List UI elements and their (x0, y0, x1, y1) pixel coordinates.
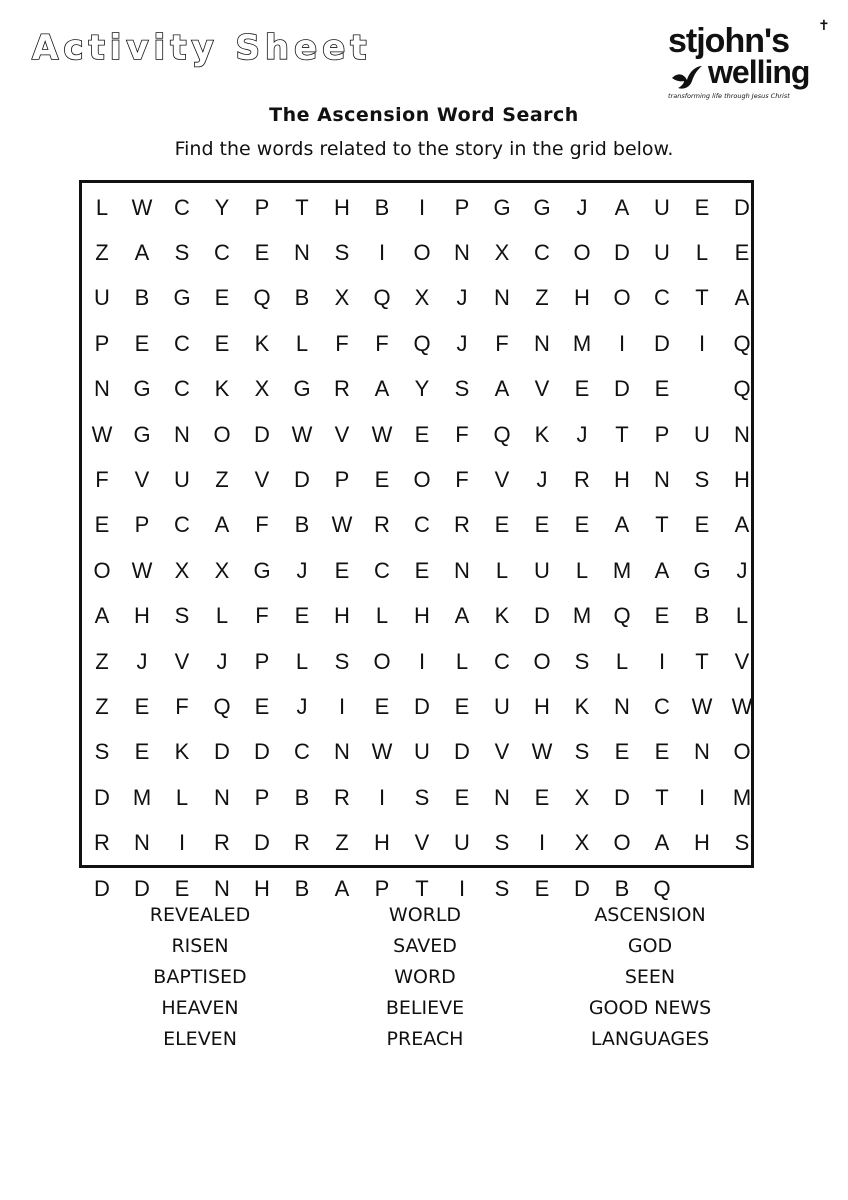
grid-letter: N (654, 467, 670, 493)
grid-letter: I (418, 194, 426, 220)
grid-letter: N (694, 739, 710, 765)
grid-letter: V (254, 467, 270, 493)
grid-letter: V (734, 648, 750, 674)
grid-letter: X (174, 557, 190, 583)
word-item: WORD (394, 966, 456, 988)
grid-letter: M (612, 557, 632, 583)
logo-name: stjohn's (668, 22, 789, 60)
grid-letter: X (254, 376, 270, 402)
grid-letter: Q (493, 421, 511, 447)
grid-letter: M (732, 784, 752, 810)
grid-letter: Z (215, 467, 229, 493)
puzzle-heading: The Ascension Word Search (269, 104, 579, 126)
grid-letter: G (493, 194, 511, 220)
grid-letter: X (334, 285, 350, 311)
grid-letter: I (538, 830, 546, 856)
grid-letter: E (254, 240, 270, 266)
grid-letter: I (618, 330, 626, 356)
grid-letter: C (534, 240, 550, 266)
grid-letter: E (134, 693, 150, 719)
grid-letter: Z (335, 830, 349, 856)
grid-letter: U (414, 739, 430, 765)
grid-letter: X (494, 240, 510, 266)
grid-letter: V (174, 648, 190, 674)
grid-letter: F (255, 603, 269, 629)
grid-letter: N (94, 376, 110, 402)
grid-letter: O (373, 648, 391, 674)
grid-letter: E (454, 784, 470, 810)
church-logo (668, 18, 830, 102)
grid-letter: T (695, 285, 709, 311)
grid-letter: E (534, 875, 550, 901)
grid-letter: E (414, 557, 430, 583)
grid-letter: G (293, 376, 311, 402)
grid-letter: I (698, 784, 706, 810)
puzzle-instruction: Find the words related to the story in the grid below. (174, 138, 674, 160)
grid-letter: D (254, 830, 270, 856)
grid-letter: D (294, 467, 310, 493)
grid-letter: X (574, 830, 590, 856)
grid-letter: B (294, 512, 310, 538)
grid-letter: D (734, 194, 750, 220)
grid-letter: Q (613, 603, 631, 629)
grid-letter: S (494, 875, 510, 901)
grid-letter: V (494, 467, 510, 493)
word-item: LANGUAGES (590, 1028, 710, 1050)
word-column-2 (305, 900, 545, 1055)
grid-letter: U (654, 240, 670, 266)
grid-letter: F (255, 512, 269, 538)
grid-letter: N (214, 784, 230, 810)
grid-letter: O (613, 830, 631, 856)
grid-letter: S (574, 648, 590, 674)
dove-icon (670, 62, 704, 92)
grid-letter: S (334, 648, 350, 674)
grid-letter: G (133, 376, 151, 402)
grid-letter: P (254, 648, 270, 674)
grid-letter: E (694, 512, 710, 538)
grid-letter: Q (653, 875, 671, 901)
grid-letter: B (294, 784, 310, 810)
grid-letter: K (214, 376, 230, 402)
grid-letter: U (174, 467, 190, 493)
grid-letter: K (574, 693, 590, 719)
grid-letter: S (494, 830, 510, 856)
grid-letter: S (574, 739, 590, 765)
grid-letter: Z (535, 285, 549, 311)
grid-letter: U (654, 194, 670, 220)
grid-letter: E (94, 512, 110, 538)
grid-letter: C (654, 285, 670, 311)
grid-letter: H (574, 285, 590, 311)
grid-letter: T (615, 421, 629, 447)
grid-letter: P (254, 784, 270, 810)
grid-letter: U (94, 285, 110, 311)
grid-letter: W (371, 739, 393, 765)
grid-letter: C (294, 739, 310, 765)
grid-letter: Q (413, 330, 431, 356)
grid-letter: L (455, 648, 469, 674)
grid-letter: G (173, 285, 191, 311)
grid-letter: C (494, 648, 510, 674)
grid-letter: D (214, 739, 230, 765)
grid-letter: R (574, 467, 590, 493)
grid-letter: E (694, 194, 710, 220)
grid-letter: W (291, 421, 313, 447)
grid-letter: J (576, 194, 588, 220)
grid-letter: E (454, 693, 470, 719)
grid-letter: C (174, 512, 190, 538)
grid-letter: K (254, 330, 270, 356)
grid-letter: T (655, 512, 669, 538)
grid-letter: R (374, 512, 390, 538)
grid-letter: D (614, 784, 630, 810)
grid-letter: W (691, 693, 713, 719)
grid-letter: F (495, 330, 509, 356)
word-item: ELEVEN (163, 1028, 237, 1050)
grid-letter: L (295, 648, 309, 674)
grid-letter: E (174, 875, 190, 901)
grid-letter: A (134, 240, 150, 266)
grid-letter: D (654, 330, 670, 356)
grid-letter: C (374, 557, 390, 583)
grid-letter: H (334, 603, 350, 629)
grid-letter: W (371, 421, 393, 447)
grid-letter: U (534, 557, 550, 583)
grid-letter: E (654, 603, 670, 629)
grid-letter: O (613, 285, 631, 311)
grid-letter: E (334, 557, 350, 583)
grid-letter: T (655, 784, 669, 810)
grid-letter: O (93, 557, 111, 583)
grid-letter: R (214, 830, 230, 856)
cross-icon: ✝ (818, 18, 830, 34)
grid-letter: I (378, 240, 386, 266)
grid-letter: D (454, 739, 470, 765)
grid-letter: L (215, 603, 229, 629)
grid-letter: M (572, 603, 592, 629)
grid-letter: Q (213, 693, 231, 719)
grid-letter: F (335, 330, 349, 356)
grid-letter: K (534, 421, 550, 447)
grid-letter: S (174, 240, 190, 266)
grid-letter: E (214, 285, 230, 311)
grid-letter: L (695, 240, 709, 266)
grid-letter: H (734, 467, 750, 493)
grid-letter: V (414, 830, 430, 856)
grid-letter: O (213, 421, 231, 447)
word-search-grid (82, 185, 762, 911)
word-item: HEAVEN (161, 997, 239, 1019)
grid-letter: G (133, 421, 151, 447)
grid-letter: A (734, 285, 750, 311)
grid-letter: A (94, 603, 110, 629)
grid-letter: P (374, 875, 390, 901)
grid-letter: Q (373, 285, 391, 311)
grid-letter: N (294, 240, 310, 266)
grid-letter: I (338, 693, 346, 719)
grid-letter: S (694, 467, 710, 493)
grid-letter: J (136, 648, 148, 674)
grid-letter: H (374, 830, 390, 856)
word-item: RISEN (171, 935, 229, 957)
grid-letter: X (574, 784, 590, 810)
grid-letter: S (414, 784, 430, 810)
word-item: WORLD (388, 904, 462, 926)
grid-letter: E (374, 467, 390, 493)
grid-letter: L (295, 330, 309, 356)
grid-letter: E (614, 739, 630, 765)
grid-letter: J (576, 421, 588, 447)
grid-letter: E (534, 512, 550, 538)
grid-letter: B (614, 875, 630, 901)
grid-letter: X (214, 557, 230, 583)
grid-letter: W (531, 739, 553, 765)
grid-letter: E (374, 693, 390, 719)
grid-letter: P (654, 421, 670, 447)
grid-letter: N (214, 875, 230, 901)
grid-letter: S (334, 240, 350, 266)
grid-letter: E (654, 376, 670, 402)
grid-letter: A (494, 376, 510, 402)
grid-letter: D (414, 693, 430, 719)
grid-letter: A (614, 194, 630, 220)
grid-letter: C (654, 693, 670, 719)
grid-letter: L (495, 557, 509, 583)
grid-letter: N (614, 693, 630, 719)
grid-letter: B (294, 285, 310, 311)
grid-letter: J (536, 467, 548, 493)
grid-letter: N (174, 421, 190, 447)
grid-letter: J (456, 330, 468, 356)
grid-letter: C (174, 194, 190, 220)
grid-letter: E (534, 784, 550, 810)
grid-letter: T (695, 648, 709, 674)
grid-letter: S (94, 739, 110, 765)
grid-letter: H (334, 194, 350, 220)
grid-letter: C (414, 512, 430, 538)
grid-letter: V (334, 421, 350, 447)
grid-letter: A (214, 512, 230, 538)
grid-letter: B (694, 603, 710, 629)
grid-letter: B (374, 194, 390, 220)
grid-letter: M (572, 330, 592, 356)
grid-letter: F (455, 421, 469, 447)
grid-letter: C (174, 376, 190, 402)
grid-letter: N (494, 285, 510, 311)
grid-letter: A (334, 875, 350, 901)
grid-letter: L (575, 557, 589, 583)
grid-letter: D (94, 784, 110, 810)
grid-letter: N (454, 557, 470, 583)
grid-letter: W (131, 557, 153, 583)
grid-letter: D (254, 739, 270, 765)
grid-letter: W (91, 421, 113, 447)
grid-letter: I (178, 830, 186, 856)
grid-letter: A (374, 376, 390, 402)
grid-letter: A (654, 557, 670, 583)
grid-letter: L (95, 194, 109, 220)
grid-letter: E (654, 739, 670, 765)
grid-letter (682, 367, 722, 412)
grid-letter: H (694, 830, 710, 856)
grid-letter: E (574, 376, 590, 402)
grid-letter: D (534, 603, 550, 629)
word-item: BAPTISED (153, 966, 247, 988)
grid-letter: C (174, 330, 190, 356)
word-item: GOOD NEWS (588, 997, 712, 1019)
grid-letter: N (734, 421, 750, 447)
grid-letter: V (494, 739, 510, 765)
grid-letter: V (134, 467, 150, 493)
grid-letter: H (254, 875, 270, 901)
word-item: BELIEVE (385, 997, 465, 1019)
grid-letter: N (534, 330, 550, 356)
grid-letter: J (736, 557, 748, 583)
grid-letter: A (734, 512, 750, 538)
grid-letter: L (615, 648, 629, 674)
grid-letter: G (533, 194, 551, 220)
word-item: GOD (627, 935, 673, 957)
grid-letter: L (735, 603, 749, 629)
word-item: PREACH (386, 1028, 464, 1050)
grid-letter: K (174, 739, 190, 765)
grid-letter: Q (733, 376, 751, 402)
grid-letter: P (254, 194, 270, 220)
word-column-1 (80, 900, 320, 1055)
grid-letter: T (415, 875, 429, 901)
grid-letter: N (454, 240, 470, 266)
grid-letter: J (456, 285, 468, 311)
grid-letter: R (294, 830, 310, 856)
grid-letter: P (94, 330, 110, 356)
grid-letter: D (94, 875, 110, 901)
grid-letter: B (134, 285, 150, 311)
grid-letter: H (414, 603, 430, 629)
grid-letter: P (134, 512, 150, 538)
grid-letter: Q (253, 285, 271, 311)
logo-tagline: transforming life through Jesus Christ (668, 92, 790, 100)
word-item: REVEALED (149, 904, 251, 926)
grid-letter: R (334, 376, 350, 402)
grid-letter: W (331, 512, 353, 538)
grid-letter: E (134, 330, 150, 356)
grid-letter: R (454, 512, 470, 538)
grid-letter: G (253, 557, 271, 583)
word-item: ASCENSION (594, 904, 706, 926)
grid-letter: A (654, 830, 670, 856)
grid-letter: I (698, 330, 706, 356)
grid-letter: Z (95, 693, 109, 719)
grid-letter: L (175, 784, 189, 810)
grid-letter: S (454, 376, 470, 402)
grid-letter: D (134, 875, 150, 901)
grid-letter: R (94, 830, 110, 856)
grid-letter: B (294, 875, 310, 901)
grid-letter: Y (214, 194, 230, 220)
grid-letter: Y (414, 376, 430, 402)
grid-letter: O (413, 467, 431, 493)
grid-letter: S (734, 830, 750, 856)
grid-letter: E (254, 693, 270, 719)
word-list (0, 900, 848, 1060)
grid-letter: A (454, 603, 470, 629)
grid-letter: F (175, 693, 189, 719)
grid-letter: E (134, 739, 150, 765)
grid-letter: J (296, 693, 308, 719)
grid-letter: I (458, 875, 466, 901)
grid-letter: R (334, 784, 350, 810)
grid-letter: O (533, 648, 551, 674)
grid-letter: C (214, 240, 230, 266)
grid-letter: E (734, 240, 750, 266)
grid-letter: W (131, 194, 153, 220)
grid-letter: I (658, 648, 666, 674)
grid-letter: P (334, 467, 350, 493)
grid-letter: E (494, 512, 510, 538)
grid-letter: F (375, 330, 389, 356)
grid-letter: N (334, 739, 350, 765)
grid-letter: S (174, 603, 190, 629)
grid-letter: E (294, 603, 310, 629)
grid-letter: F (95, 467, 109, 493)
grid-letter: G (693, 557, 711, 583)
grid-letter: P (454, 194, 470, 220)
grid-letter: U (494, 693, 510, 719)
grid-letter: L (375, 603, 389, 629)
grid-letter: O (733, 739, 751, 765)
grid-letter: X (414, 285, 430, 311)
grid-letter: H (534, 693, 550, 719)
grid-letter: E (214, 330, 230, 356)
grid-letter: T (295, 194, 309, 220)
grid-letter: I (378, 784, 386, 810)
grid-letter: H (614, 467, 630, 493)
grid-letter: A (614, 512, 630, 538)
word-item: SAVED (393, 935, 457, 957)
grid-letter: O (413, 240, 431, 266)
grid-letter: E (414, 421, 430, 447)
grid-letter: J (216, 648, 228, 674)
grid-letter: N (494, 784, 510, 810)
grid-letter: J (296, 557, 308, 583)
grid-letter: U (694, 421, 710, 447)
logo-place: welling (708, 54, 810, 90)
grid-letter: E (574, 512, 590, 538)
grid-letter: H (134, 603, 150, 629)
grid-letter: D (614, 240, 630, 266)
grid-letter: Z (95, 240, 109, 266)
grid-letter: Q (733, 330, 751, 356)
grid-letter: V (534, 376, 550, 402)
grid-letter: Z (95, 648, 109, 674)
grid-letter: N (134, 830, 150, 856)
grid-letter: M (132, 784, 152, 810)
grid-letter: D (614, 376, 630, 402)
grid-letter: U (454, 830, 470, 856)
grid-letter: K (494, 603, 510, 629)
word-item: SEEN (624, 966, 676, 988)
grid-letter: D (574, 875, 590, 901)
grid-letter: O (573, 240, 591, 266)
grid-letter: D (254, 421, 270, 447)
word-column-3 (530, 900, 770, 1055)
activity-sheet-title: Activity Sheet (32, 28, 372, 68)
grid-letter: W (731, 693, 753, 719)
grid-letter: F (455, 467, 469, 493)
grid-letter: I (418, 648, 426, 674)
